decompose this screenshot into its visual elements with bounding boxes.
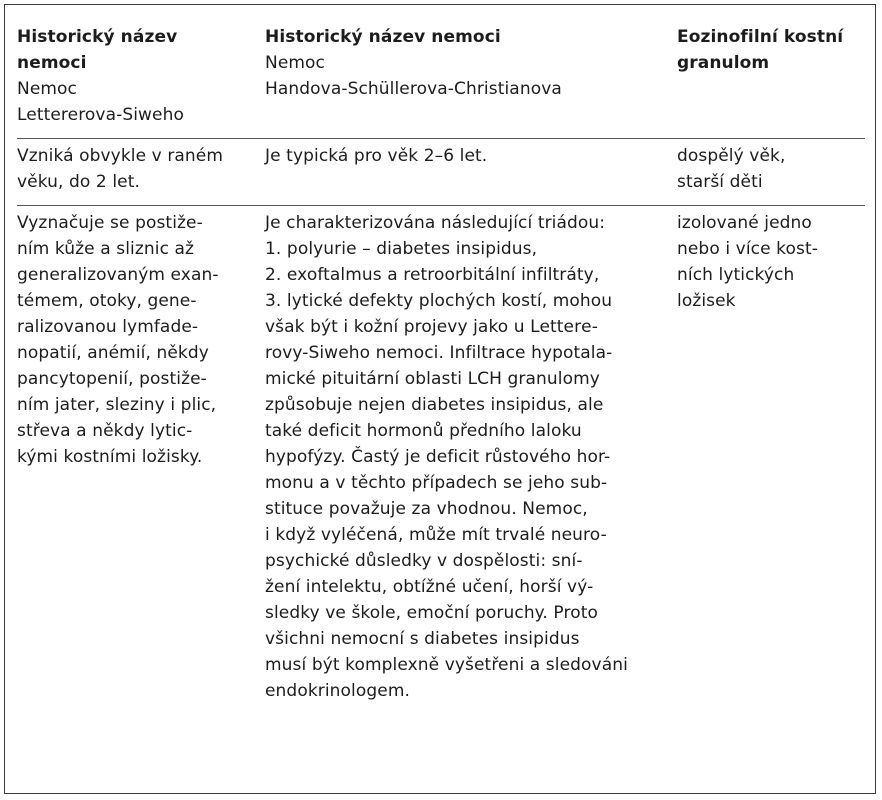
header-cell-eosinophilic-granuloma	[677, 24, 865, 138]
age-row	[17, 139, 865, 205]
age-cell: dospělý věk, starší děti	[677, 146, 786, 192]
age-cell: Vzniká obvykle v raném věku, do 2 let.	[17, 146, 224, 192]
description-cell-letterer-siwe: Vyznačuje se postiže- ním kůže a sliznic až generalizovaným exan- témem, otoky, gene- ralizovanou lymfade- nopatií, anémií, někdy pancytopenií, postiže- ním jater, sleziny i plic, střeva a někdy lytic- kými kostními ložisky.	[17, 213, 219, 467]
description-cell-hand-schuller-christian: Je charakterizována následující triádou: 1. polyurie – diabetes insipidus, 2. exoftalmus a retroorbitální infiltráty, 3. lytické defekty plochých kostí, mohou však být i kožní projevy jako u Letterе- rovy-Siweho nemoci. Infiltrace hypotala- mické pituitární oblasti LCH granulomy způsobuje nejen diabetes insipidus, ale také deficit hormonů předního laloku hypofýzy. Častý je deficit růstového hor- monu a v těchto případech se jeho sub- stituce považuje za vhodnou. Nemoc, i když vyléčená, může mít trvalé neuro- psychické důsledky v dospělosti: sní- žení intelektu, obtížné učení, horší vý- sledky ve škole, emoční poruchy. Proto všichni nemocní s diabetes insipidus musí být komplexně vyšetřeni a sledováni endokrinologem.	[265, 213, 628, 701]
description-row	[17, 206, 865, 704]
disease-name: Nemoc Lettererova-Siweho	[17, 79, 184, 125]
header-cell-letterer-siwe	[17, 24, 265, 138]
age-cell: Je typická pro věk 2–6 let.	[265, 146, 488, 166]
header-cell-hand-schuller-christian	[265, 24, 677, 138]
column-title: Eozinofilní kostní granulom	[677, 27, 844, 73]
disease-comparison-table	[17, 24, 865, 704]
disease-name: Nemoc Handova-Schüllerova-Christianova	[265, 53, 562, 99]
column-title: Historický název nemoci	[17, 27, 178, 73]
column-title: Historický název nemoci	[265, 27, 501, 47]
description-cell-eosinophilic-granuloma: izolované jedno nebo i více kost- ních lytických ložisek	[677, 213, 818, 311]
header-row	[17, 24, 865, 138]
